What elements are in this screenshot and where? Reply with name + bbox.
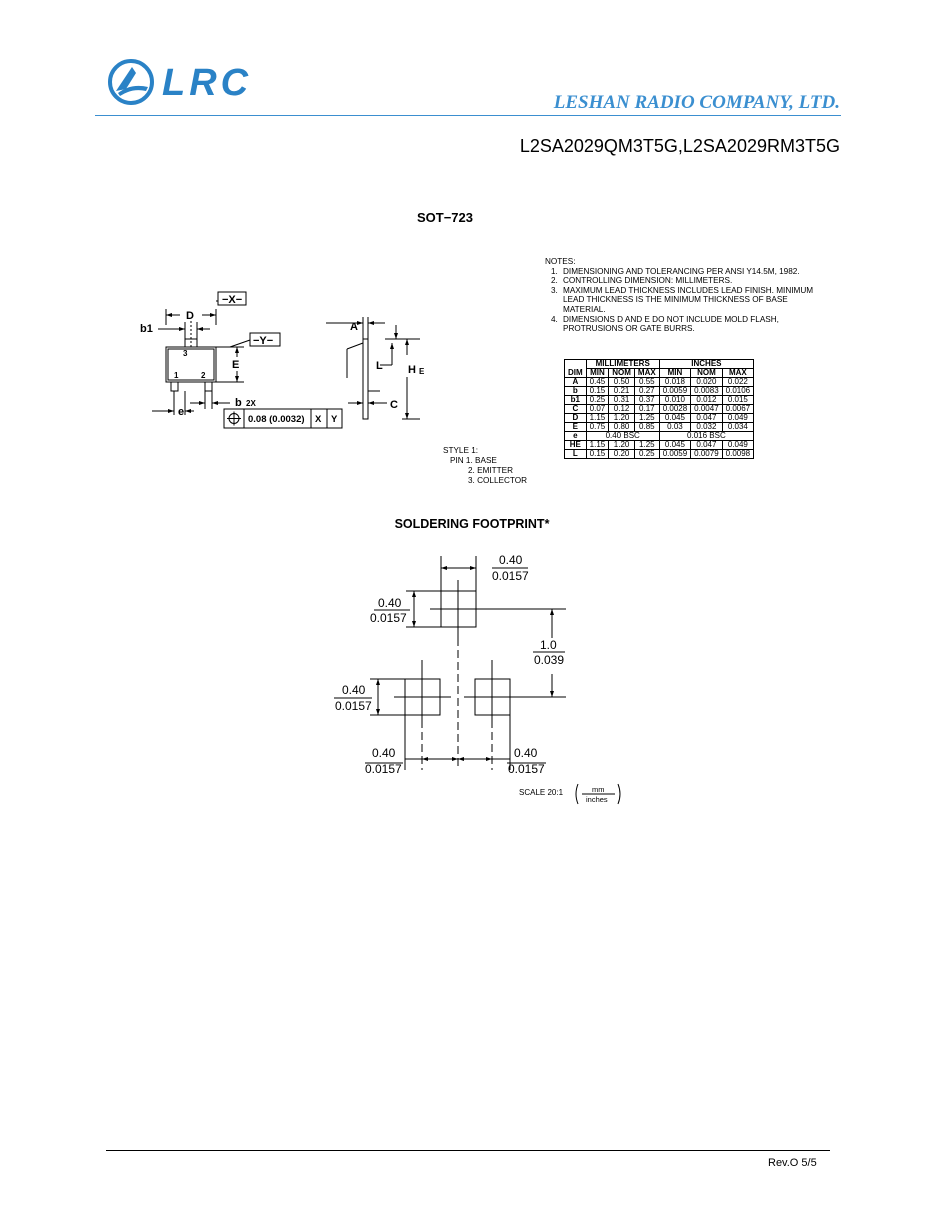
note-item: 1. DIMENSIONING AND TOLERANCING PER ANSI Y14.5M, 1982. [551,266,800,276]
fp-left-mid-in: 0.0157 [335,699,372,713]
fp-left-top-mm: 0.40 [378,596,402,610]
fp-bot-right-mm: 0.40 [514,746,538,760]
style-pin: 2. EMITTER [468,466,514,475]
col-header: MIN [586,369,609,378]
package-outline-drawing [140,285,430,435]
col-header: MIN [659,369,690,378]
fp-right-in: 0.039 [534,653,565,667]
fp-bot-left-mm: 0.40 [372,746,396,760]
fp-right-mm: 1.0 [540,638,557,652]
label-c: C [390,399,398,411]
scale-den: inches [586,795,608,804]
label-pin3: 3 [183,349,188,358]
header-divider [95,115,841,116]
logo-text: LRC [162,62,253,104]
scale-num: mm [592,785,605,794]
style-block [443,446,527,486]
notes-block [545,257,815,334]
label-x-datum: −X− [222,294,243,306]
table-row: b1 0.25 0.31 0.37 0.010 0.012 0.015 [565,396,754,405]
col-header: MAX [722,369,753,378]
note-item: 2. CONTROLLING DIMENSION: MILLIMETERS. [551,276,733,286]
col-dim: DIM [565,360,587,378]
notes-heading: NOTES: [545,257,576,266]
fp-left-top-in: 0.0157 [370,611,407,625]
style-pin: PIN 1. BASE [450,456,497,465]
label-a: A [350,321,358,333]
fp-left-mid-mm: 0.40 [342,683,366,697]
table-row: HE 1.15 1.20 1.25 0.045 0.047 0.049 [565,441,754,450]
company-name: LESHAN RADIO COMPANY, LTD. [553,92,840,113]
dimension-table [564,359,754,459]
package-title: SOT−723 [416,210,473,225]
col-header: NOM [691,369,722,378]
table-row: D 1.15 1.20 1.25 0.045 0.047 0.049 [565,414,754,423]
fp-bot-left-in: 0.0157 [365,762,402,776]
scale-label: SCALE 20:1 [519,788,564,797]
table-row: e 0.40 BSC 0.016 BSC [565,432,754,441]
scale-note [519,788,563,797]
label-he: H [408,364,416,376]
fp-bot-right-in: 0.0157 [508,762,545,776]
fp-top-mm: 0.40 [499,553,523,567]
label-tol-x: X [315,414,322,425]
fp-top-in: 0.0157 [492,569,529,583]
table-row: b 0.15 0.21 0.27 0.0059 0.0083 0.0106 [565,387,754,396]
label-pin2: 2 [201,371,206,380]
lrc-logo-icon [106,57,158,107]
col-header: MAX [634,369,659,378]
label-b: b [235,397,242,409]
label-e-small: e [178,406,185,418]
scale-fraction [574,782,624,806]
table-row: L 0.15 0.20 0.25 0.0059 0.0079 0.0098 [565,450,754,459]
style-heading: STYLE 1: [443,446,479,455]
footer-divider [106,1150,830,1151]
part-numbers: L2SA2029QM3T5G,L2SA2029RM3T5G [519,136,840,156]
label-tolerance: 0.08 (0.0032) [248,414,305,425]
style-pin: 3. COLLECTOR [468,476,527,485]
col-header: NOM [609,369,635,378]
label-he-sub: E [419,367,425,376]
note-item: 3. MAXIMUM LEAD THICKNESS INCLUDES LEAD FINISH. MINIMUM LEAD THICKNESS IS THE MINIMUM THICKNESS OF BASE MATERIAL. [551,285,814,314]
table-row: C 0.07 0.12 0.17 0.0028 0.0047 0.0067 [565,405,754,414]
footprint-drawing [330,548,590,780]
label-pin1: 1 [174,371,179,380]
label-b1: b1 [140,323,153,335]
label-2x: 2X [246,399,256,408]
label-tol-y: Y [331,414,338,425]
label-y-datum: −Y− [253,335,274,347]
group-in: INCHES [659,360,753,369]
table-row: E 0.75 0.80 0.85 0.03 0.032 0.034 [565,423,754,432]
revision: Rev.O 5/5 [768,1157,817,1169]
group-mm: MILLIMETERS [586,360,659,369]
table-row: A 0.45 0.50 0.55 0.018 0.020 0.022 [565,378,754,387]
label-l: L [376,360,383,372]
label-d: D [186,310,194,322]
footprint-title: SOLDERING FOOTPRINT* [394,517,550,531]
label-e-cap: E [232,359,240,371]
note-item: 4. DIMENSIONS D AND E DO NOT INCLUDE MOLD FLASH, PROTRUSIONS OR GATE BURRS. [551,314,779,334]
